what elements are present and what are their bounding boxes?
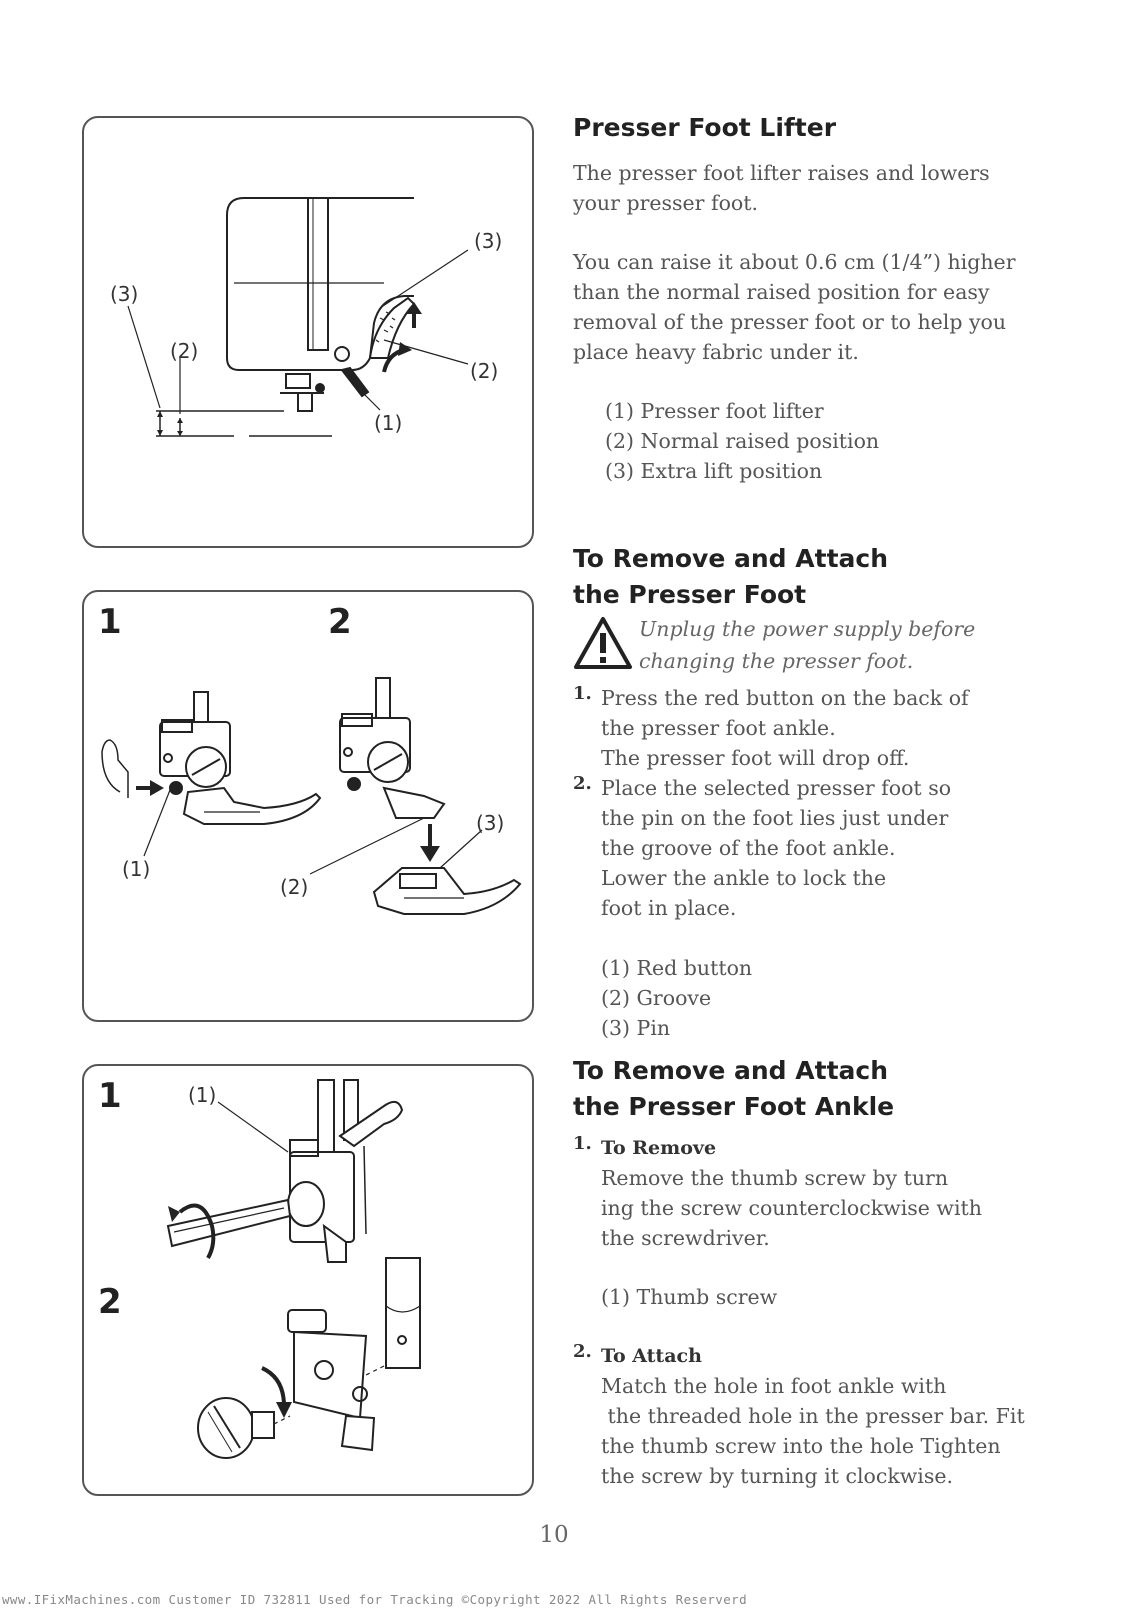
step-line: foot in place. bbox=[601, 896, 737, 920]
section1-legend-item: (3) Extra lift position bbox=[605, 459, 823, 483]
fig1-callout-2-left: (2) bbox=[170, 339, 199, 363]
remove-line: ing the screw counterclockwise with bbox=[601, 1196, 982, 1220]
remove-line: Remove the thumb screw by turn bbox=[601, 1166, 949, 1190]
section-remove-attach-ankle bbox=[573, 1053, 1093, 1491]
step-line: Press the red button on the back of bbox=[601, 686, 969, 710]
warning-note bbox=[573, 613, 1093, 677]
step-line: The presser foot will drop off. bbox=[601, 746, 910, 770]
section2-title-line: To Remove and Attach bbox=[573, 544, 889, 573]
section-presser-foot-lifter bbox=[573, 110, 1093, 486]
section2-title-line: the Presser Foot bbox=[573, 580, 807, 609]
step-line: the presser foot ankle. bbox=[601, 716, 836, 740]
remove-step bbox=[573, 1133, 1093, 1312]
section1-legend-item: (2) Normal raised position bbox=[605, 429, 880, 453]
presser-foot-lifter-illustration bbox=[84, 118, 536, 550]
warning-text-line: Unplug the power supply before bbox=[639, 617, 976, 641]
remove-line: the screwdriver. bbox=[601, 1226, 770, 1250]
fig2-callout-1: (1) bbox=[122, 857, 151, 881]
fig1-callout-3-right: (3) bbox=[474, 229, 503, 253]
section1-para2-line: place heavy fabric under it. bbox=[573, 340, 859, 364]
step-line: the pin on the foot lies just under bbox=[601, 806, 949, 830]
step-2 bbox=[573, 773, 1093, 923]
section2-legend-item: (1) Red button bbox=[601, 956, 753, 980]
figure-remove-attach-ankle bbox=[82, 1064, 534, 1496]
attach-line: the thumb screw into the hole Tighten bbox=[601, 1434, 1001, 1458]
step-1 bbox=[573, 683, 1093, 773]
fig1-callout-3-left: (3) bbox=[110, 282, 139, 306]
remove-attach-foot-illustration bbox=[84, 592, 536, 1024]
fig1-callout-2-right: (2) bbox=[470, 359, 499, 383]
warning-text-line: changing the presser foot. bbox=[639, 649, 914, 673]
remove-heading: To Remove bbox=[601, 1137, 717, 1159]
fig2-step-label-1: 1 bbox=[98, 602, 122, 642]
section3-title-line: the Presser Foot Ankle bbox=[573, 1092, 895, 1121]
section1-para1-line: The presser foot lifter raises and lowers bbox=[573, 161, 990, 185]
step-number: 2. bbox=[573, 1341, 592, 1362]
remove-attach-ankle-illustration bbox=[84, 1066, 536, 1498]
attach-line: Match the hole in foot ankle with bbox=[601, 1374, 947, 1398]
step-number: 2. bbox=[573, 773, 592, 794]
attach-heading: To Attach bbox=[601, 1345, 702, 1367]
section1-para2-line: than the normal raised position for easy bbox=[573, 280, 990, 304]
attach-line: the screw by turning it clockwise. bbox=[601, 1464, 954, 1488]
remove-legend: (1) Thumb screw bbox=[601, 1285, 778, 1309]
step-number: 1. bbox=[573, 683, 592, 704]
figure-presser-foot-lifter bbox=[82, 116, 534, 548]
section1-para1-line: your presser foot. bbox=[573, 191, 759, 215]
section3-title-line: To Remove and Attach bbox=[573, 1056, 889, 1085]
step-line: the groove of the foot ankle. bbox=[601, 836, 896, 860]
fig2-callout-2: (2) bbox=[280, 875, 309, 899]
section1-legend-item: (1) Presser foot lifter bbox=[605, 399, 824, 423]
fig3-step-label-2: 2 bbox=[98, 1282, 122, 1322]
attach-line: the threaded hole in the presser bar. Fit bbox=[601, 1404, 1025, 1428]
section2-legend-item: (2) Groove bbox=[601, 986, 712, 1010]
page-number: 10 bbox=[539, 1522, 569, 1548]
fig3-callout-1: (1) bbox=[188, 1083, 217, 1107]
section1-para2-line: You can raise it about 0.6 cm (1/4”) higher bbox=[573, 250, 1016, 274]
tracking-watermark-line: www.IFixMachines.com Customer ID 732811 Used for Tracking ©Copyright 2022 All Rights Reserverd bbox=[2, 1592, 748, 1607]
step-line: Lower the ankle to lock the bbox=[601, 866, 887, 890]
section1-title: Presser Foot Lifter bbox=[573, 113, 837, 142]
step-line: Place the selected presser foot so bbox=[601, 776, 952, 800]
fig2-step-label-2: 2 bbox=[328, 602, 352, 642]
step-number: 1. bbox=[573, 1133, 592, 1154]
attach-step bbox=[573, 1341, 1093, 1491]
fig1-callout-1: (1) bbox=[374, 411, 403, 435]
section1-para2-line: removal of the presser foot or to help you bbox=[573, 310, 1007, 334]
warning-triangle-icon bbox=[573, 615, 633, 671]
section-remove-attach-foot bbox=[573, 541, 1093, 1043]
fig2-callout-3: (3) bbox=[476, 811, 505, 835]
fig3-step-label-1: 1 bbox=[98, 1076, 122, 1116]
section2-legend-item: (3) Pin bbox=[601, 1016, 671, 1040]
figure-remove-attach-foot bbox=[82, 590, 534, 1022]
